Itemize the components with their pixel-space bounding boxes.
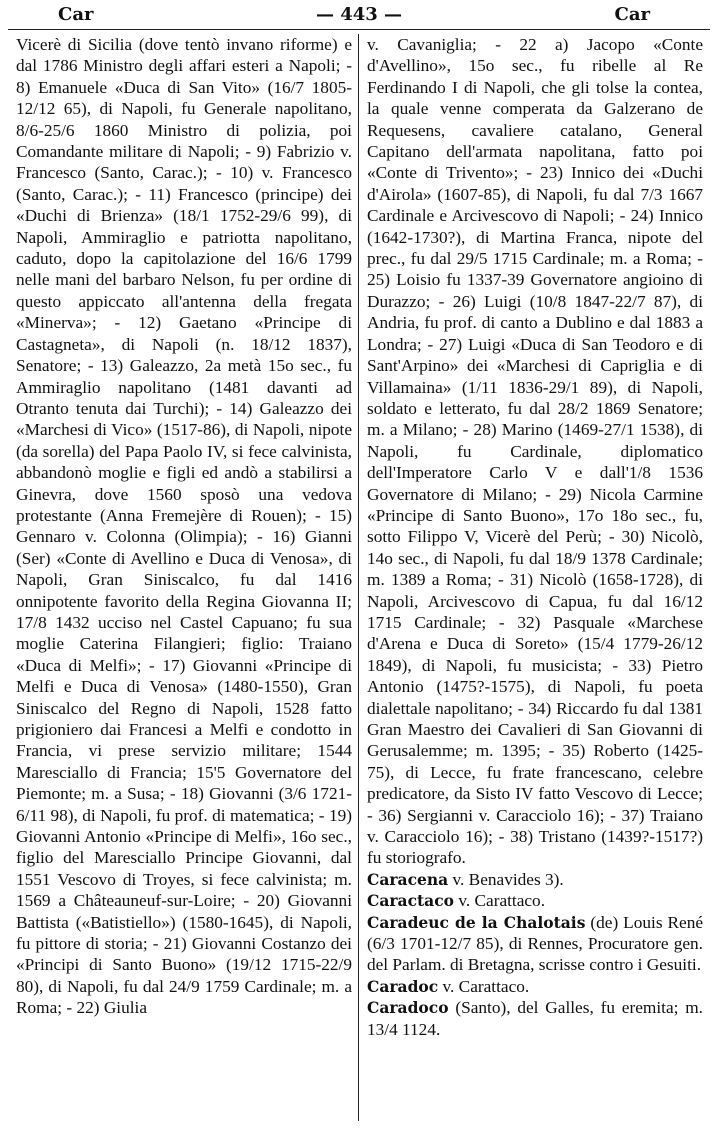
column-divider: [358, 34, 359, 1121]
headword: Caradoco: [367, 998, 449, 1018]
headword: Caradeuc de la Chalotais: [367, 912, 586, 932]
header-rule: [8, 29, 710, 30]
entry-text: v. Carattaco.: [438, 976, 530, 996]
entry-text: (de) Louis René (6/3 1701-12/7 85), di Rennes, Procuratore gen. del Parlam. di Bretagna, scrisse contro i Gesuiti.: [367, 912, 704, 975]
entry-text: (Santo), del Galles, fu eremita; m. 13/4 1124.: [367, 998, 703, 1039]
left-column-text: Vicerè di Sicilia (dove tentò invano riforme) e dal 1786 Ministro degli affari esteri a Napoli; - 8) Emanuele «Duca di San Vito» (16/7 1805-12/12 65), di Napoli, fu Generale napolitano, 8/6-25/6 1860 Ministro di polizia, poi Comandante militare di Napoli; - 9) Fabrizio v. Francesco (Santo, Carac.); - 10) v. Francesco (Santo, Carac.); - 11) Francesco (principe) dei «Duchi di Brienza» (18/1 1752-29/6 99), di Napoli, Ammiraglio e patriotta napolitano, caduto, dopo la capitolazione del 16/6 1799 nelle mani del barbaro Nelson, fu per ordine di questo appiccato all'antenna della fregata «Minerva»; - 12) Gaetano «Principe di Castagneta», di Napoli (n. 18/12 1837), Senatore; - 13) Galeazzo, 2a metà 15o sec., fu Ammiraglio napolitano (1481 davanti ad Otranto tenuta dai Turchi); - 14) Galeazzo dei «Marchesi di Vico» (1517-86), di Napoli, nipote (da sorella) del Papa Paolo IV, si fece calvinista, abbandonò moglie e figli ed andò a stabilirsi a Ginevra, dove 1560 sposò una vedova protestante (Anna Fremejère di Rouen); - 15) Gennaro v. Colonna (Olimpia); - 16) Gianni (Ser) «Conte di Avellino e Duca di Venosa», di Napoli, Gran Siniscalco, fu dal 1416 onnipotente favorito della Regina Giovanna II; 17/8 1432 ucciso nel Castel Capuano; fu sua moglie Caterina Filangieri; figlio: Traiano «Duca di Melfi»; - 17) Giovanni «Principe di Melfi e Duca di Venosa» (1480-1550), Gran Siniscalco del Regno di Napoli, 1528 fatto prigioniero dai Francesi a Melfi e condotto in Francia, vi prese servizio militare; 1544 Maresciallo di Francia; 15'5 Governatore del Piemonte; m. a Susa; - 18) Giovanni (3/6 1721-6/11 98), di Napoli, fu prof. di matematica; - 19) Giovanni Antonio «Principe di Melfi», 16o sec., figlio del Maresciallo Principe Giovanni, dal 1551 Vescovo di Troyes, si fece calvinista; m. 1569 a Châteauneuf-sur-Loire; - 20) Giovanni Battista («Batistiello») (1580-1645), di Napoli, fu pittore di storia; - 21) Giovanni Costanzo dei «Principi di Santo Buono» (19/12 1715-22/9 80), di Napoli, fu dal 24/9 1759 Cardinale; m. a Roma; - 22) Giulia: [16, 35, 352, 1018]
headword: Caradoc: [367, 976, 439, 996]
entry-caractaco: [367, 890, 703, 911]
entry-text: v. Benavides 3).: [448, 869, 564, 889]
right-column: [367, 34, 703, 1040]
page-header: [8, 4, 710, 28]
right-column-text: v. Cavaniglia; - 22 a) Jacopo «Conte d'Avellino», 15o sec., fu ribelle al Re Ferdinando I di Napoli, che gli tolse la contea, la quale venne comperata da Galzerano de Requesens, cavaliere catalano, General Capitano dell'armata napolitana, fatto poi «Conte di Trivento»; - 23) Innico dei «Duchi d'Airola» (1607-85), di Napoli, fu dal 7/3 1667 Cardinale e Arcivescovo di Napoli; - 24) Innico (1642-1730?), di Martina Franca, nipote del prec., fu dal 29/5 1715 Cardinale; m. a Roma; - 25) Loisio fu 1337-39 Governatore angioino di Durazzo; - 26) Luigi (10/8 1847-22/7 87), di Andria, fu prof. di canto a Dublino e dal 1883 a Londra; - 27) Luigi «Duca di San Teodoro e di Sant'Arpino» dei «Marchesi di Capriglia e di Villamaina» (1/11 1836-29/1 89), di Napoli, soldato e letterato, fu dal 28/2 1869 Senatore; m. a Milano; - 28) Marino (1469-27/1 1538), di Napoli, fu Cardinale, diplomatico dell'Imperatore Carlo V e dall'1/8 1536 Governatore di Milano; - 29) Nicola Carmine «Principe di Santo Buono», 17o 18o sec., fu, sotto Filippo V, Vicerè del Perù; - 30) Nicolò, 14o sec., di Napoli, fu dal 18/9 1378 Cardinale; m. 1389 a Roma; - 31) Nicolò (1658-1728), di Napoli, Arcivescovo di Capua, fu dal 16/12 1715 Cardinale; - 32) Pasquale «Marchese d'Arena e Duca di Soreto» (15/4 1779-26/12 1849), di Napoli, fu musicista; - 33) Pietro Antonio (1475?-1575), di Napoli, fu poeta dialettale napolitano; - 34) Riccardo fu dal 1381 Gran Maestro dei Cavalieri di San Giovanni di Gerusalemme; m. 1395; - 35) Roberto (1425-75), di Lecce, fu frate francescano, celebre predicatore, da Sisto IV fatto Vescovo di Lecce; - 36) Sergianni v. Caracciolo 16); - 37) Traiano v. Caracciolo 16); - 38) Tristano (1439?-1517?) fu storiografo.: [367, 35, 703, 868]
left-column: [16, 34, 352, 1019]
entry-caradeuc: [367, 912, 703, 976]
entry-caradoc: [367, 976, 703, 997]
entry-text: v. Carattaco.: [454, 891, 546, 911]
header-right-guideword: Car: [614, 4, 650, 25]
header-left-guideword: Car: [58, 4, 94, 25]
page-number: — 443 —: [315, 4, 403, 25]
entry-caradoco: [367, 997, 703, 1040]
entry-caracena: [367, 869, 703, 890]
headword: Caractaco: [367, 891, 455, 911]
headword: Caracena: [367, 869, 449, 889]
